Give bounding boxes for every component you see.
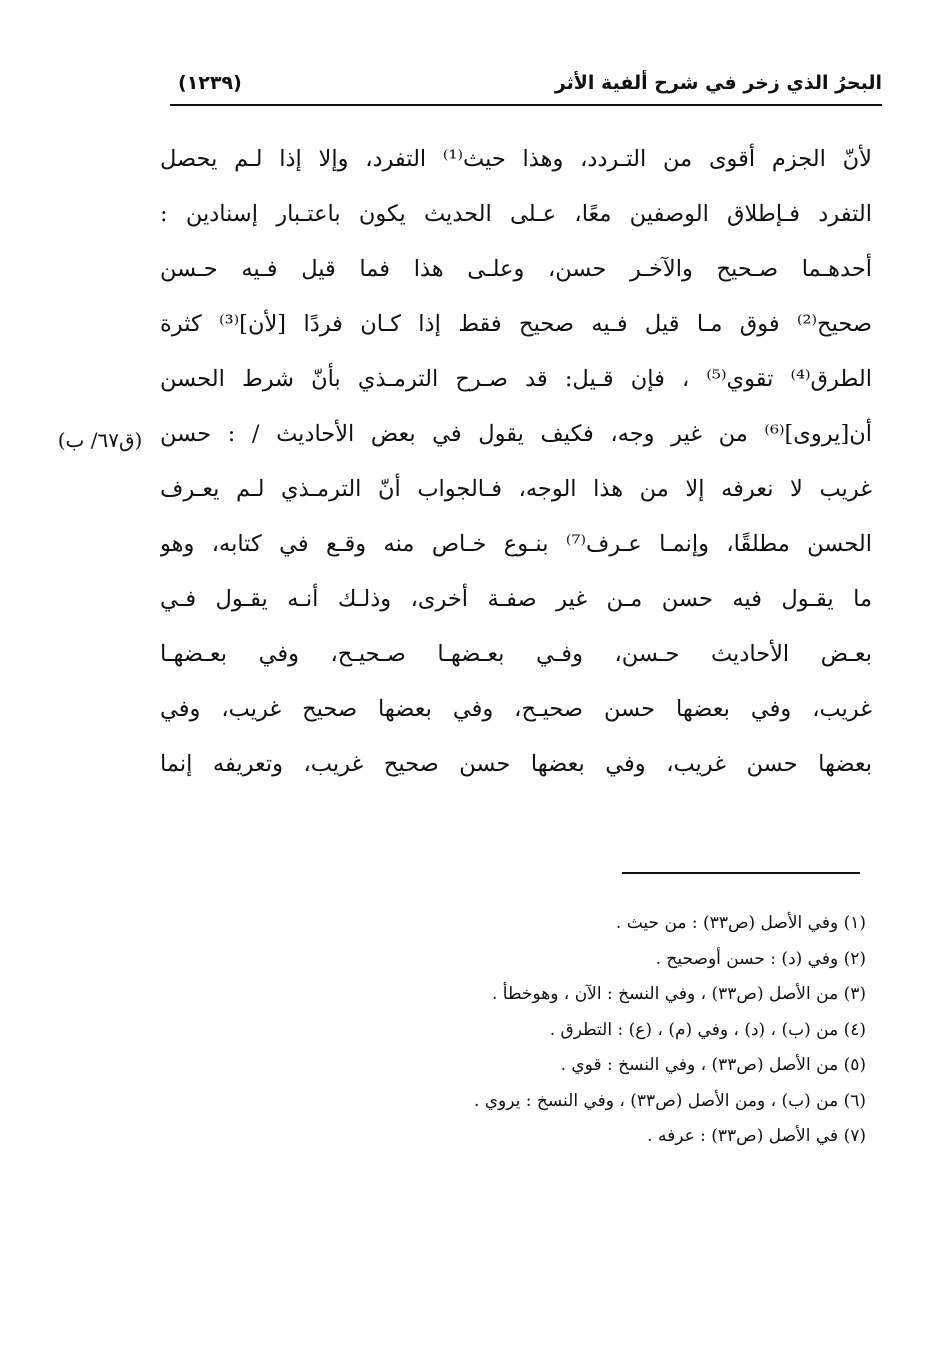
main-text <box>160 132 872 792</box>
text-line: لأنّ الجزم أقوى من التـردد، وهذا حيث⁽¹⁾ التفرد، وإلا إذا لـم يحصل <box>160 146 872 172</box>
footnote: (٣) من الأصل (ص٣٣) ، وفي النسخ : الآن ، وهوخطأ . <box>492 984 866 1004</box>
text-line: أحدهـما صـحيح والآخـر حسن، وعلـى هذا فما قيل فـيه حـسن <box>160 256 872 282</box>
text-line: غريب لا نعرفه إلا من هذا الوجه، فـالجواب أنّ الترمـذي لـم يعـرف <box>160 476 872 502</box>
footnote: (٦) من (ب) ، ومن الأصل (ص٣٣) ، وفي النسخ : يروي . <box>473 1090 866 1111</box>
text-line: الطرق⁽⁴⁾ تقوي⁽⁵⁾ ، فإن قـيل: قد صـرح الترمـذي بأنّ شرط الحسن <box>160 366 872 392</box>
margin-manuscript-reference: (ق٦٧/ ب) <box>57 428 143 452</box>
page-header <box>170 66 882 110</box>
book-title: البحرُ الذي زخر في شرح ألفية الأثر <box>554 72 882 94</box>
text-line: ما يقـول فيه حسن مـن غير صفـة أخرى، وذلـك أنـه يقـول فـي <box>160 586 872 612</box>
footnote: (٧) في الأصل (ص٣٣) : عرفه . <box>647 1126 866 1146</box>
footnote: (٢) وفي (د) : حسن أوصحيح . <box>655 948 866 969</box>
page-number: (١٢٣٩) <box>178 72 242 94</box>
text-line: بعضها حسن غريب، وفي بعضها حسن صحيح غريب، وتعريفه إنما <box>160 751 872 777</box>
header-rule <box>170 104 882 106</box>
text-line: صحيح⁽²⁾ فوق مـا قيل فـيه صحيح فقط إذا كـان فردًا [لأن]⁽³⁾ كثرة <box>160 311 872 337</box>
footnote: (٥) من الأصل (ص٣٣) ، وفي النسخ : قوي . <box>560 1055 866 1075</box>
footnote-separator <box>622 872 860 874</box>
text-line: التفرد فـإطلاق الوصفين معًا، عـلى الحديث يكون باعتـبار إسنادين : <box>160 201 872 227</box>
text-line: غريب، وفي بعضها حسن صحيـح، وفي بعضها صحيح غريب، وفي <box>160 696 872 722</box>
footnote: (٤) من (ب) ، (د) ، وفي (م) ، (ع) : التطرق . <box>549 1019 866 1040</box>
text-line: بعـض الأحاديث حـسن، وفـي بعـضهـا صـحيـح، وفي بعـضهـا <box>160 641 872 667</box>
footnote: (١) وفي الأصل (ص٣٣) : من حيث . <box>615 913 866 933</box>
footnotes <box>300 906 866 1155</box>
text-line: أن[يروى]⁽⁶⁾ من غير وجه، فكيف يقول في بعض الأحاديث / : حسن <box>160 421 872 447</box>
text-line: الحسن مطلقًا، وإنمـا عـرف⁽⁷⁾ بنـوع خـاص منه وقـع في كتابه، وهو <box>160 531 872 557</box>
